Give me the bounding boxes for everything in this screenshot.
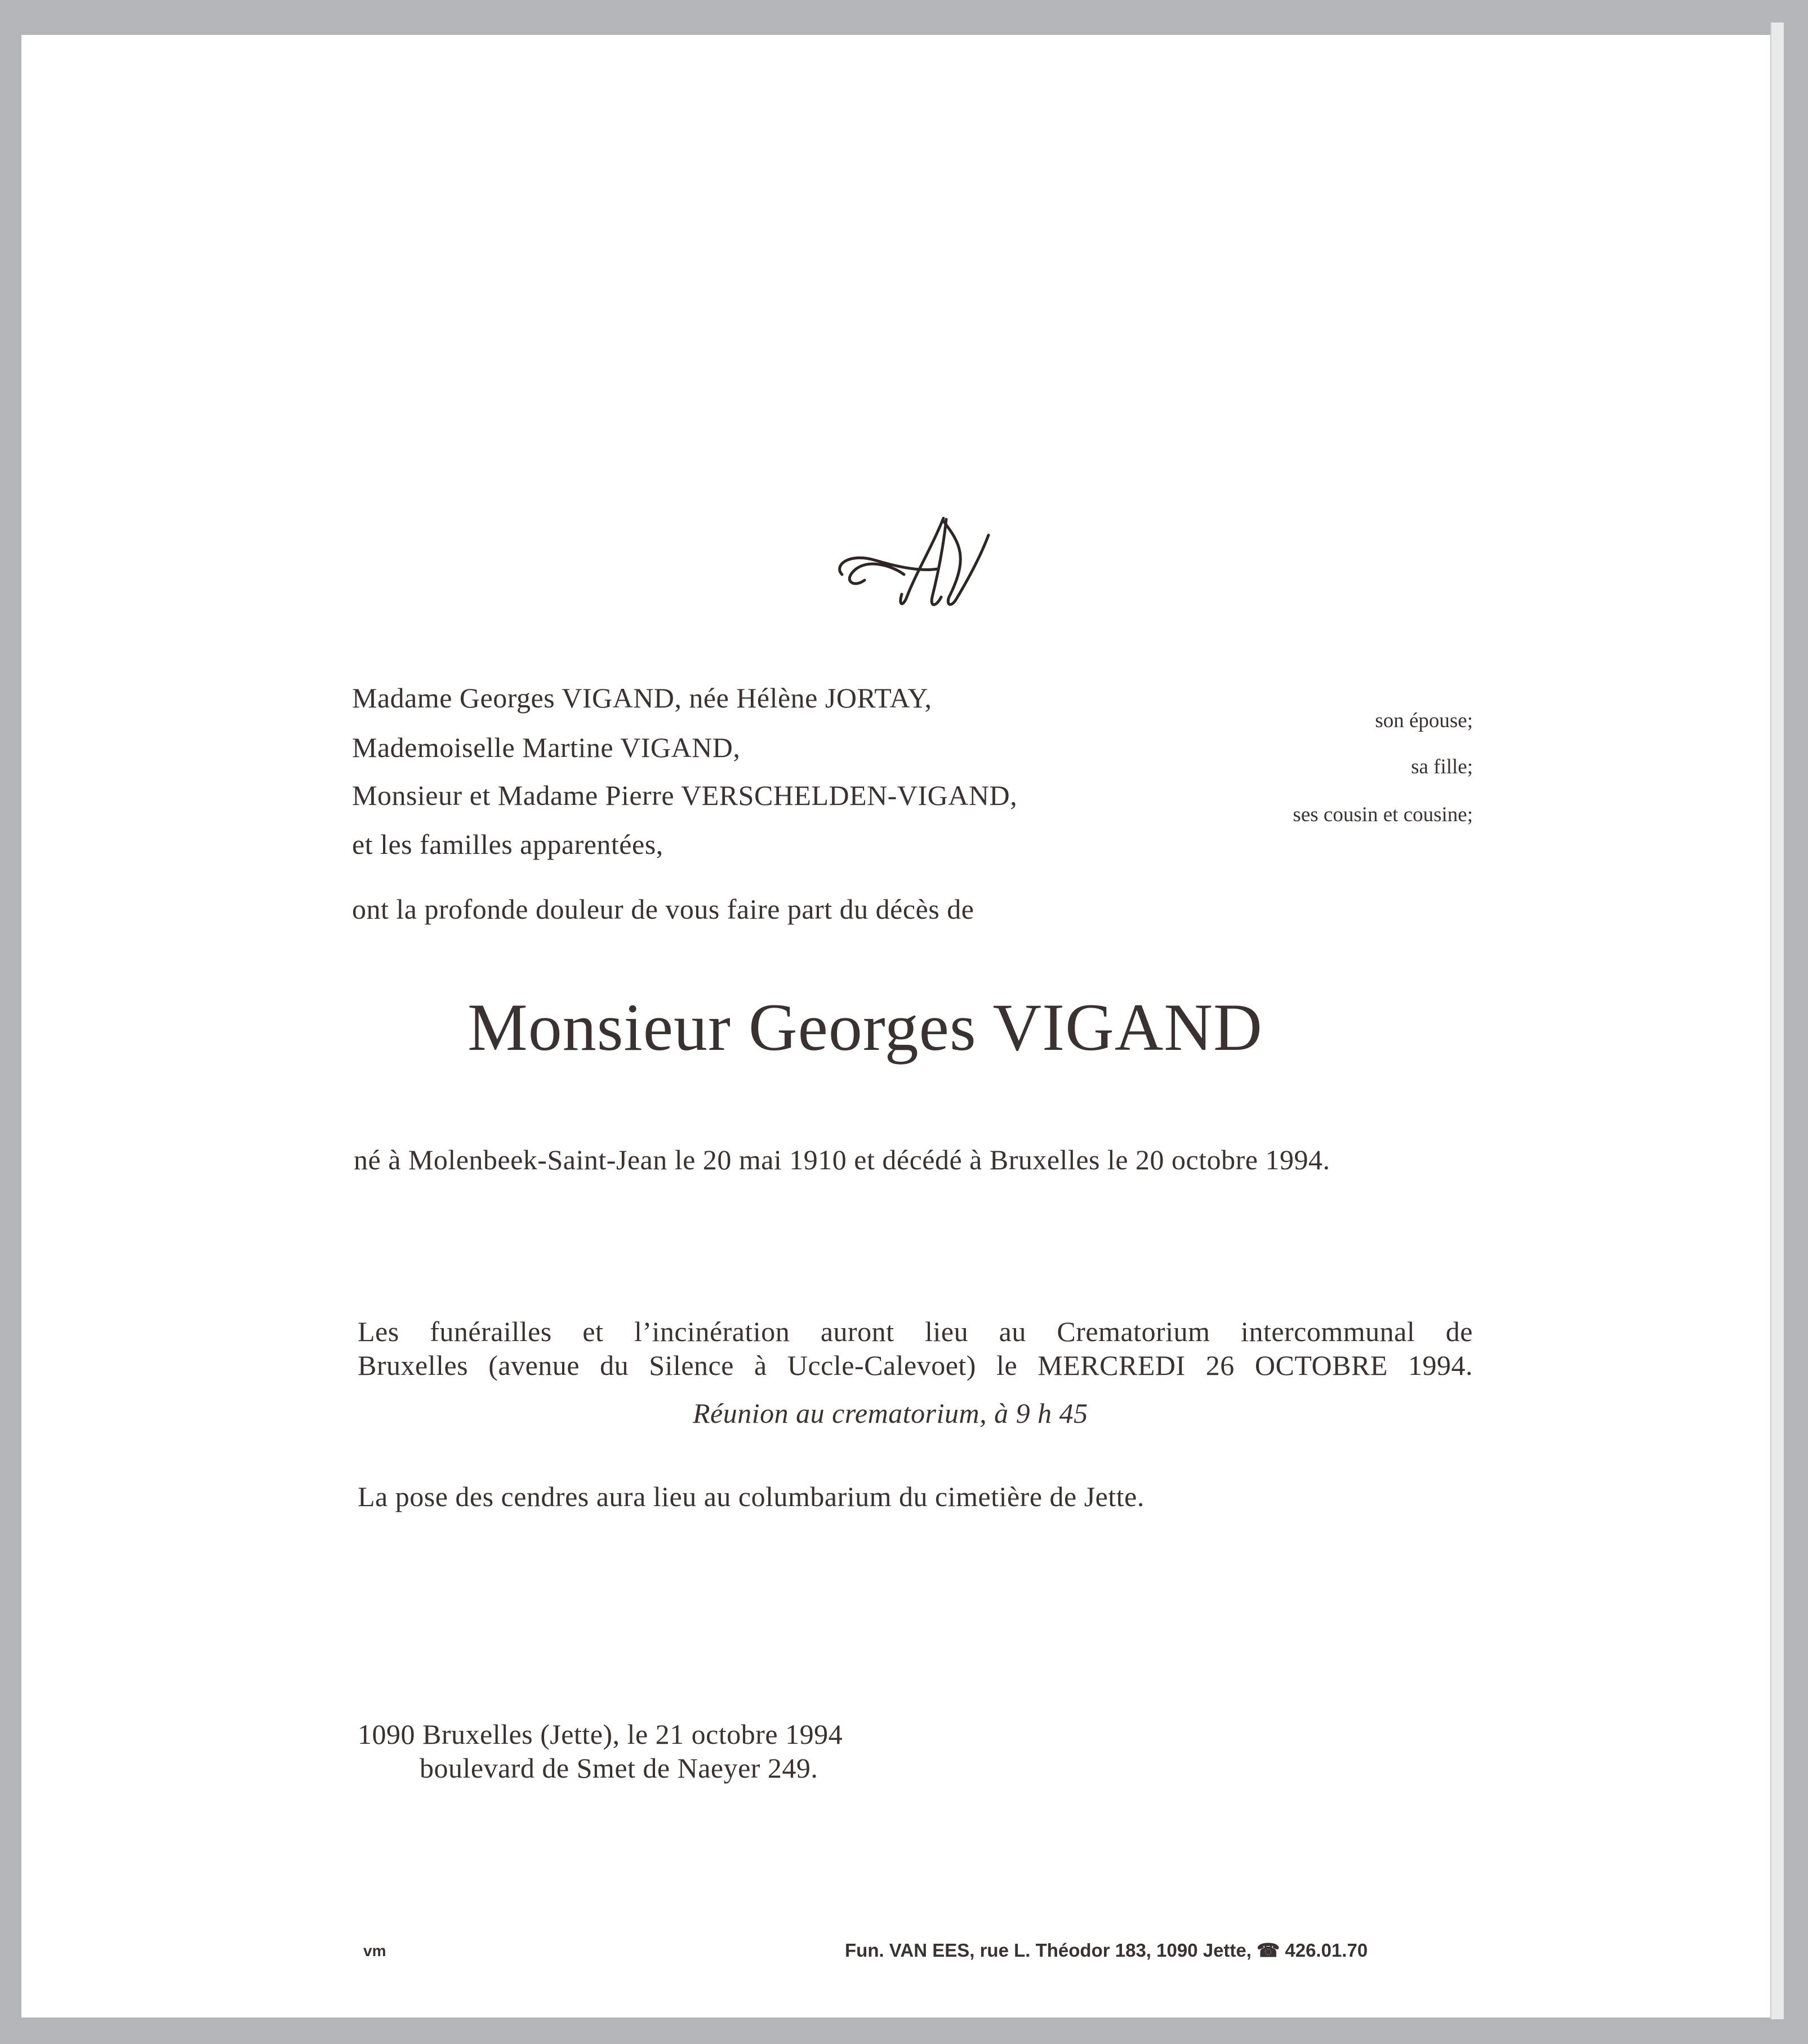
family-line-2: Mademoiselle Martine VIGAND, — [352, 732, 741, 763]
funeral-line-2: Bruxelles (avenue du Silence à Uccle-Calevoet) le MERCREDI 26 OCTOBRE 1994. — [358, 1350, 1473, 1381]
meeting-time: Réunion au crematorium, à 9 h 45 — [693, 1397, 1088, 1429]
address-line-2: boulevard de Smet de Naeyer 249. — [420, 1752, 818, 1784]
printer-mark: vm — [363, 1942, 386, 1960]
monogram-m — [831, 508, 994, 625]
undertaker-info: Fun. VAN EES, rue L. Théodor 183, 1090 Jette, ☎ 426.01.70 — [845, 1940, 1368, 1961]
announcement-text: ont la profonde douleur de vous faire part du décès de — [352, 893, 974, 925]
family-line-1: Madame Georges VIGAND, née Hélène JORTAY, — [352, 682, 932, 714]
svg-text:M: M — [831, 508, 836, 514]
deceased-name: Monsieur Georges VIGAND — [467, 990, 1263, 1065]
role-spouse: son épouse; — [1375, 709, 1473, 732]
ashes-text: La pose des cendres aura lieu au columbarium du cimetière de Jette. — [358, 1481, 1145, 1512]
role-cousins: ses cousin et cousine; — [1293, 803, 1473, 826]
address-line-1: 1090 Bruxelles (Jette), le 21 octobre 1994 — [358, 1718, 843, 1750]
funeral-line-1: Les funérailles et l’incinération auront lieu au Crematorium intercommunal de — [358, 1316, 1473, 1347]
family-line-3: Monsieur et Madame Pierre VERSCHELDEN-VIGAND, — [352, 780, 1018, 811]
role-daughter: sa fille; — [1411, 755, 1473, 778]
card-edge — [1770, 23, 1784, 2019]
birth-death-text: né à Molenbeek-Saint-Jean le 20 mai 1910 et décédé à Bruxelles le 20 octobre 1994. — [354, 1144, 1330, 1175]
family-line-4: et les familles apparentées, — [352, 829, 663, 860]
